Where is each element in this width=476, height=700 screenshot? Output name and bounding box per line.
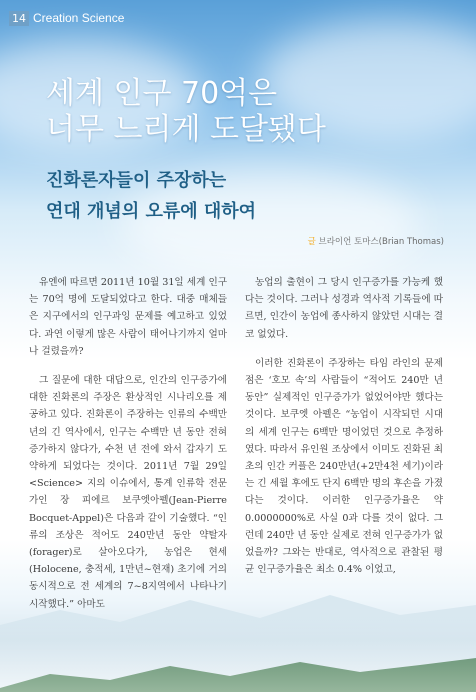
bottom-band: [0, 692, 476, 700]
article-subtitle-line: 진화론자들이 주장하는: [46, 170, 227, 191]
section-title: Creation Science: [33, 11, 125, 25]
article-title-line: 너무 느리게 도달됐다: [46, 112, 326, 147]
page-number: 14: [9, 11, 29, 26]
article-title-line: 세계 인구 70억은: [46, 76, 278, 111]
article-title: [46, 76, 326, 148]
body-paragraph: 이러한 진화론이 주장하는 타임 라인의 문제점은 ‘호모 속’의 사람들이 “적어도 240만 년 동안” 실제적인 인구증가가 없었어야만 했다는 것이다. 보쿠엣 아펠은 “농업이 시작되던 시대의 세계 인구는 6백만 명이었던 것으로 추정하였다. 따라서 유인원 조상에서 이미도 진화된 최초의 인간 커플은 240만년(+2만4천 세기)이라는 긴 세월 후에도 단지 6백만 명의 후손을 가졌다는 것이다. 이러한 인구증가율은 약 0.0000000%로 사실 0과 다를 것이 없다. 그런데 240만 년 동안 실제로 전혀 인구증가가 없었을까? 그와는 반대로, 역사적으로 관찰된 평균 인구증가율은 최소 0.4% 이었고,: [245, 357, 443, 576]
body-paragraph: 유엔에 따르면 2011년 10월 31일 세계 인구는 70억 명에 도달되었다고 한다. 대중 매체들은 지구에서의 인구과잉 문제를 예고하고 있었다. 과연 이렇게 많은 사람이 태어나기까지 얼마나 걸렸을까?: [29, 277, 227, 357]
body-paragraph: 그 질문에 대한 대답으로, 인간의 인구증가에 대한 진화론의 주장은 환상적인 시나리오를 제공하고 있다. 진화론이 주장하는 인류의 수백만 년의 긴 역사에서, 인구는 수백만 년 동안 전혀 증가하지 않다가, 수천 년 전에 와서 갑자기 도약하게 되었다는 것이다. 2011년 7월 29일 <Science> 지의 이슈에서, 통계 인류학 전문가인 장 피에르 보쿠엣아펠(Jean-Pierre Bocquet-Appel)은 다음과 같이 기술했다. “인류의 조상은 적어도 240만년 동안 약탈자(forager)로 살아오다가, 농업은 현세(Holocene, 충적세, 1만년~현재) 초기에 거의 동시적으로 전 세계의 7~8지역에서 나타나기 시작했다.” 아마도: [29, 375, 227, 610]
byline-prefix: 글: [307, 237, 316, 247]
page-header: [0, 0, 476, 28]
body-column-right: [245, 274, 443, 590]
byline-author: 브라이언 토마스(Brian Thomas): [318, 237, 444, 247]
body-paragraph: 농업의 출현이 그 당시 인구증가를 가능케 했다는 것이다. 그러나 성경과 역사적 기록들에 따르면, 인간이 농업에 종사하지 않았던 시대는 결코 없었다.: [245, 277, 443, 340]
article-subtitle-line: 연대 개념의 오류에 대하여: [46, 201, 257, 222]
byline: [308, 235, 444, 247]
article-subtitle: [46, 165, 256, 227]
mountain-landscape-image: [0, 570, 476, 700]
